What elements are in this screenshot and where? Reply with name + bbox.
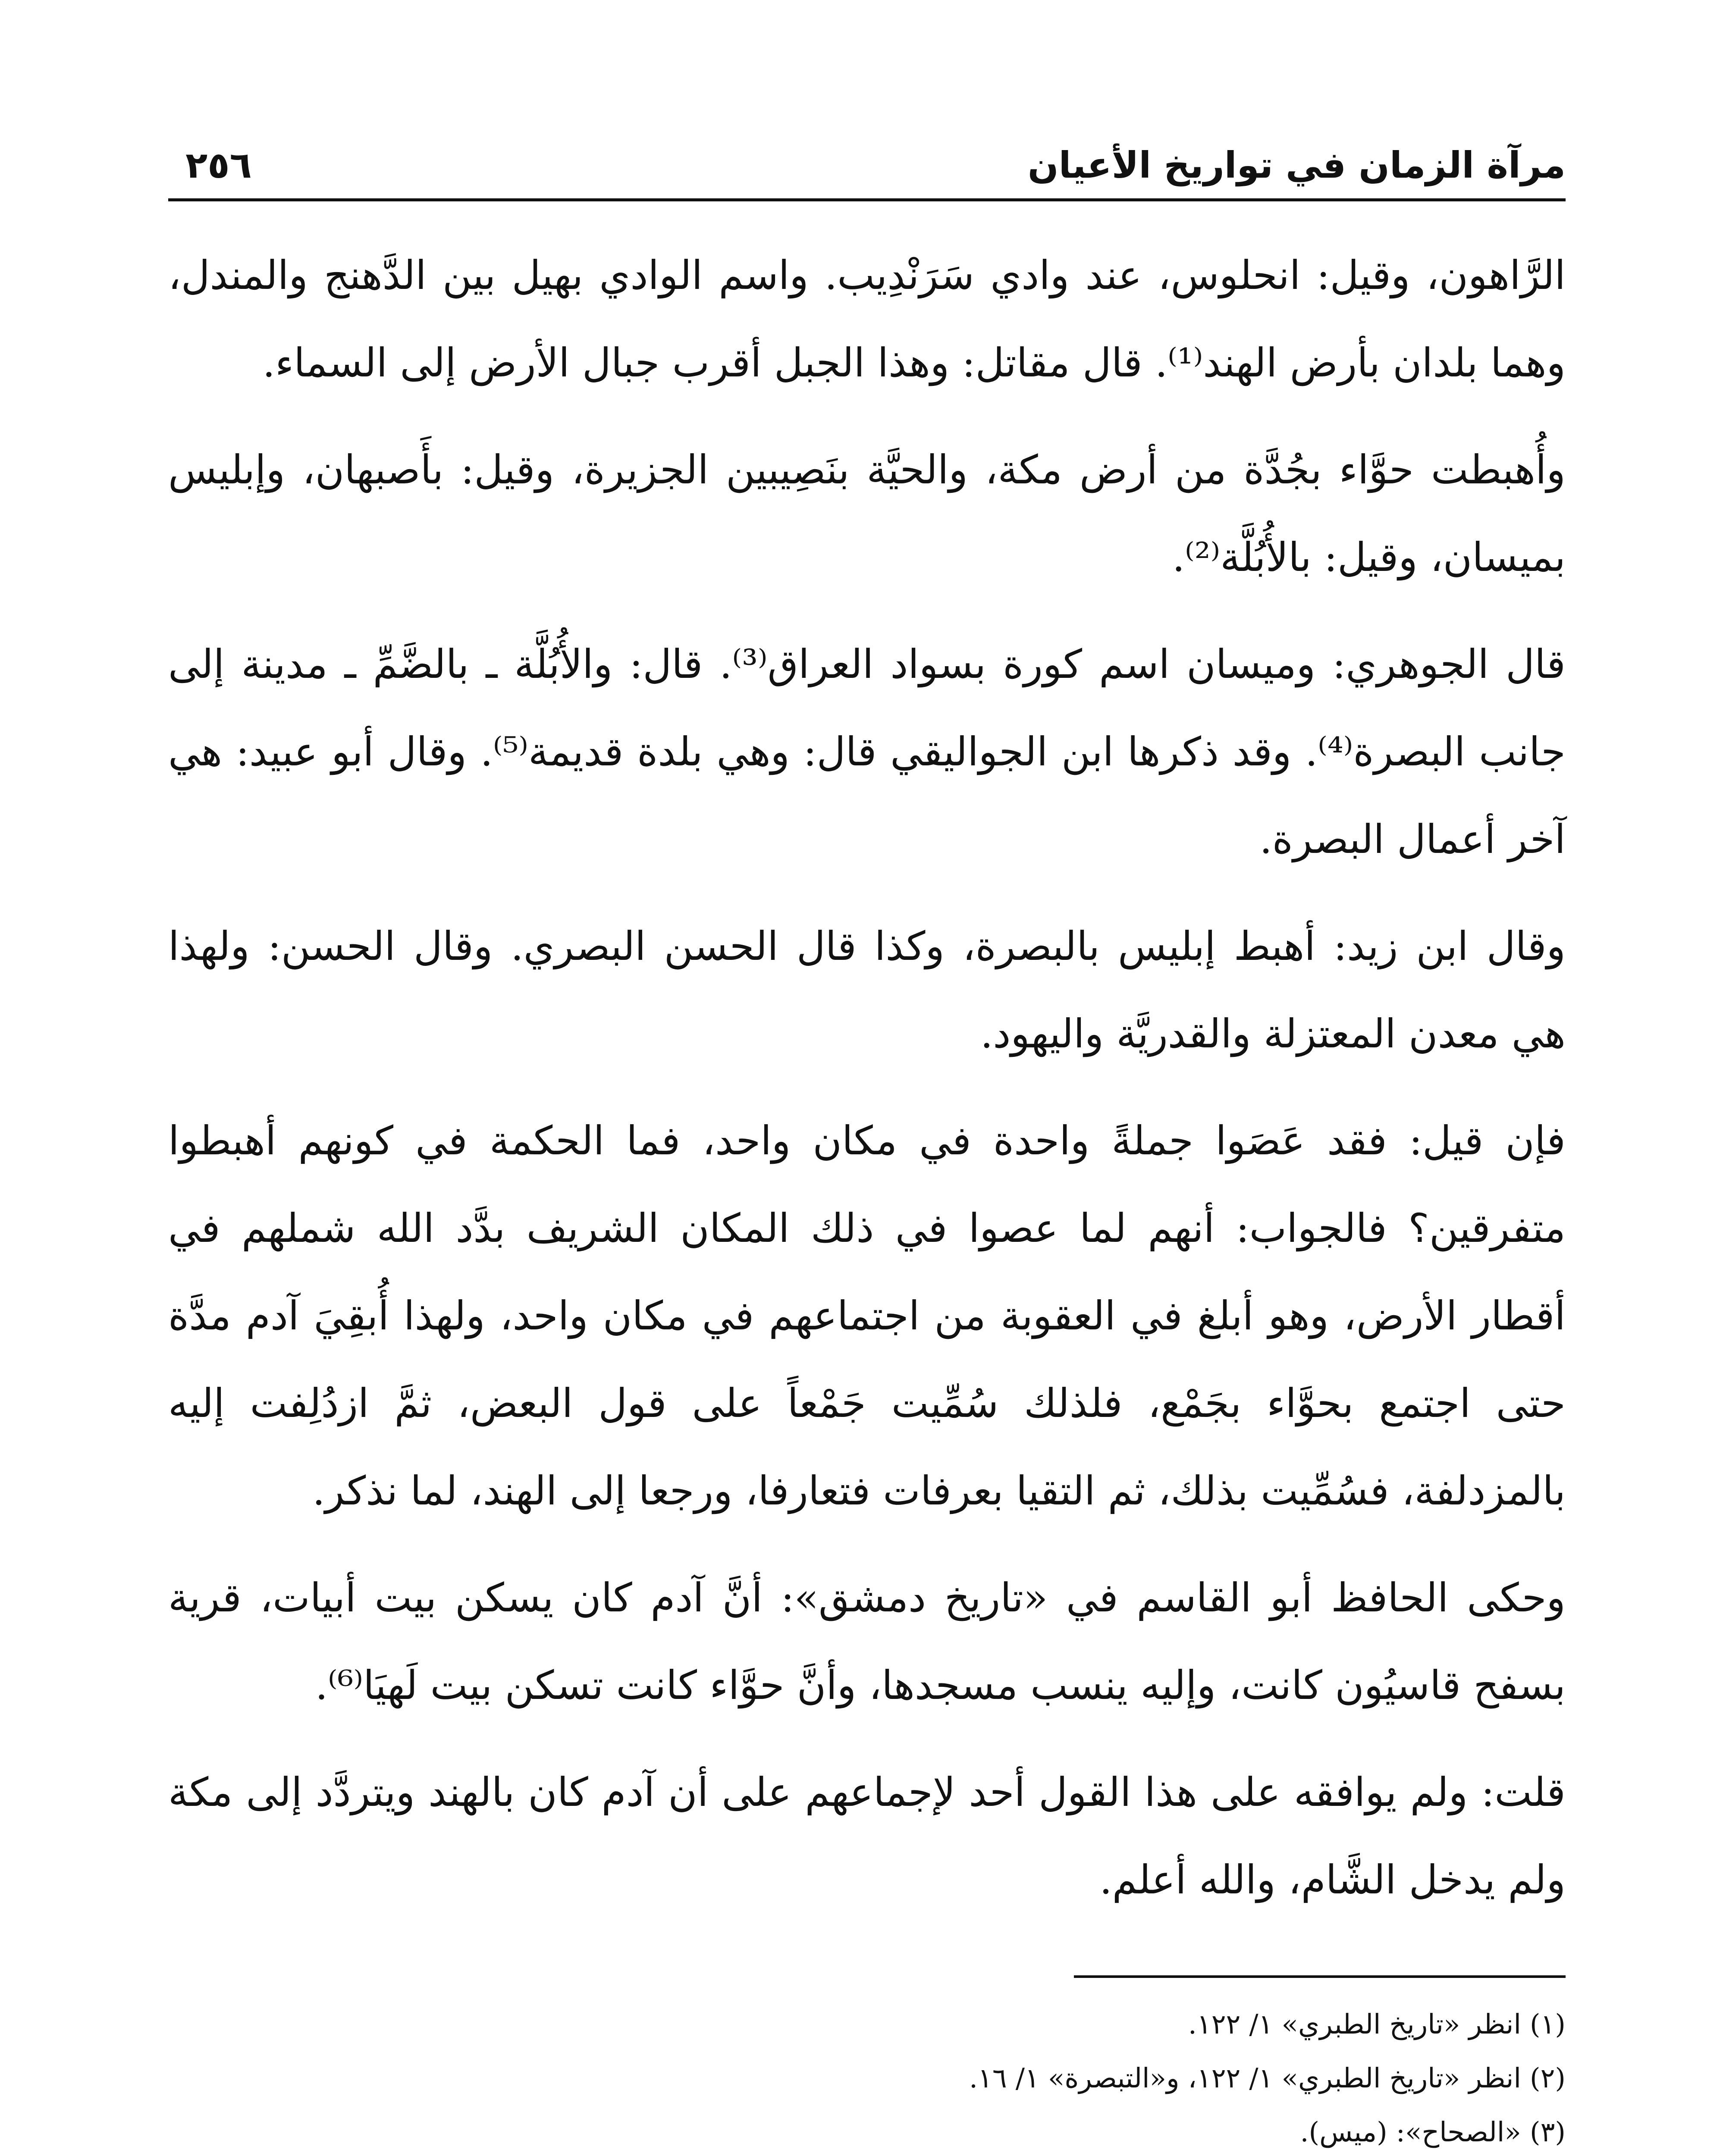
paragraph: فإن قيل: فقد عَصَوا جملةً واحدة في مكان واحد، فما الحكمة في كونهم أهبطوا متفرقين؟ فالجواب: أنهم لما عصوا في ذلك المكان الشريف بدَّد الله شملهم في أقطار الأرض، وهو أبلغ في العقوبة من اجتماعهم في مكان واحد، ولهذا أُبقِيَ آدم مدَّة حتى اجتمع بحوَّاء بجَمْع، فلذلك سُمِّيت جَمْعاً على قول البعض، ثمَّ ازدُلِفت إليه بالمزدلفة، فسُمِّيت بذلك، ثم التقيا بعرفات فتعارفا، ورجعا إلى الهند، لما نذكر.: [168, 1118, 1566, 1514]
paragraph: وحكى الحافظ أبو القاسم في «تاريخ دمشق»: أنَّ آدم كان يسكن بيت أبيات، قرية بسفح قاسيُون كانت، وإليه ينسب مسجدها، وأنَّ حوَّاء كانت تسكن بيت لَهيَا⁽⁶⁾.: [168, 1575, 1566, 1708]
book-page: [168, 108, 1566, 2156]
paragraph: وقال ابن زيد: أهبط إبليس بالبصرة، وكذا قال الحسن البصري. وقال الحسن: ولهذا هي معدن المعتزلة والقدريَّة واليهود.: [168, 923, 1566, 1057]
footnote: (١) انظر «تاريخ الطبري» ١/ ١٢٢.: [1188, 2009, 1566, 2040]
page-number: ٢٥٦: [185, 144, 252, 186]
paragraph: قال الجوهري: وميسان اسم كورة بسواد العراق⁽³⁾. قال: والأُبُلَّة ـ بالضَّمِّ ـ مدينة إلى جانب البصرة⁽⁴⁾. وقد ذكرها ابن الجواليقي قال: وهي بلدة قديمة⁽⁵⁾. وقال أبو عبيد: هي آخر أعمال البصرة.: [168, 641, 1566, 862]
footnote: (٢) انظر «تاريخ الطبري» ١/ ١٢٢، و«التبصرة» ١/ ١٦.: [969, 2062, 1566, 2094]
main-text: [168, 232, 1566, 1924]
footnotes: [168, 1997, 1566, 2156]
paragraph: الرَّاهون، وقيل: انحلوس، عند وادي سَرَنْدِيب. واسم الوادي بهيل بين الدَّهنج والمندل، وهما بلدان بأرض الهند⁽¹⁾. قال مقاتل: وهذا الجبل أقرب جبال الأرض إلى السماء.: [168, 252, 1566, 386]
footnote: (٣) «الصحاح»: (ميس).: [1300, 2116, 1566, 2148]
paragraph: قلت: ولم يوافقه على هذا القول أحد لإجماعهم على أن آدم كان بالهند ويتردَّد إلى مكة ولم يدخل الشَّام، والله أعلم.: [168, 1769, 1566, 1903]
footnote-divider: [1074, 1975, 1566, 1978]
paragraph: وأُهبطت حوَّاء بجُدَّة من أرض مكة، والحيَّة بنَصِيبين الجزيرة، وقيل: بأَصبهان، وإبليس بميسان، وقيل: بالأُبُلَّة⁽²⁾.: [168, 447, 1566, 580]
running-title: مرآة الزمان في تواريخ الأعيان: [1027, 144, 1566, 186]
page-header: [168, 108, 1566, 201]
